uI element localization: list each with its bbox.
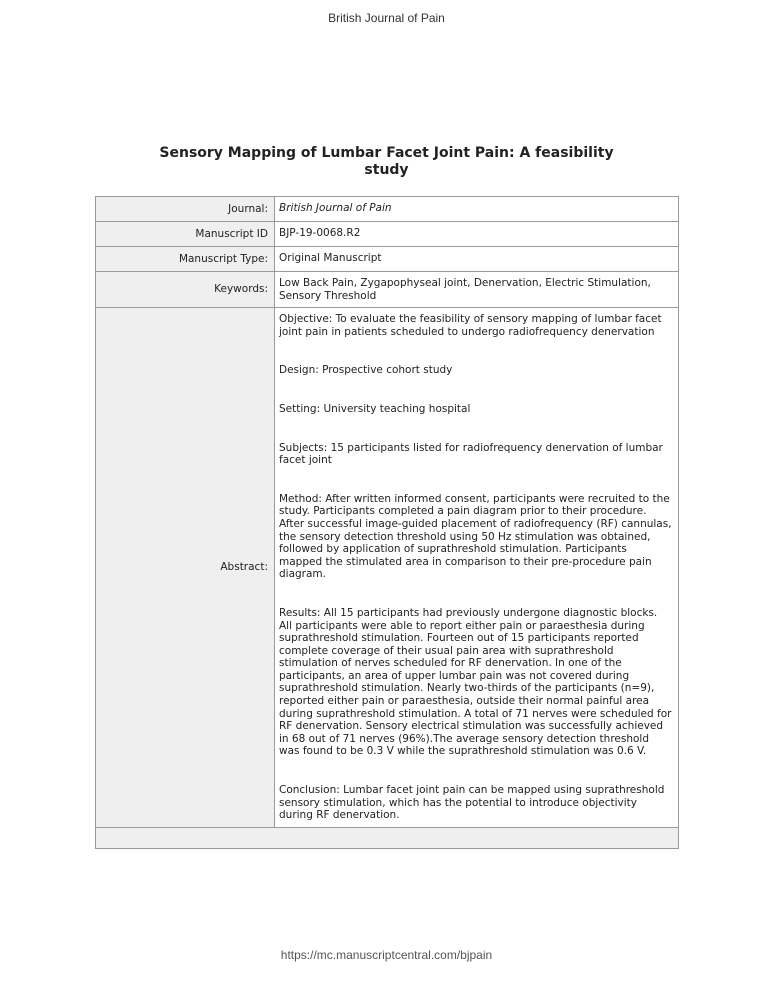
abstract-design: Design: Prospective cohort study <box>279 364 453 377</box>
empty-cell <box>96 827 679 848</box>
abstract-conclusion: Conclusion: Lumbar facet joint pain can be mapped using suprathreshold sensory stimulation, which has the potential to introduce objectivity during RF denervation. <box>279 784 665 822</box>
manuscript-type-value: Original Manuscript <box>275 247 679 272</box>
manuscript-type-row <box>96 247 679 272</box>
footer-url: https://mc.manuscriptcentral.com/bjpain <box>280 948 493 962</box>
keywords-value: Low Back Pain, Zygapophyseal joint, Denervation, Electric Stimulation, Sensory Threshold <box>275 272 679 308</box>
manuscript-title: Sensory Mapping of Lumbar Facet Joint Pain: A feasibility study <box>159 145 614 178</box>
manuscript-type-label: Manuscript Type: <box>96 247 275 272</box>
journal-row <box>96 197 679 222</box>
abstract-row <box>96 308 679 828</box>
journal-label: Journal: <box>96 197 275 222</box>
abstract-setting: Setting: University teaching hospital <box>279 402 471 415</box>
abstract-method: Method: After written informed consent, participants were recruited to the study. Participants completed a pain diagram prior to their procedure. After successful image-guided placement of radiofrequency (RF) cannulas, the sensory detection threshold using 50 Hz stimulation was obtained, followed by application of suprathreshold stimulation. Participants mapped the stimulated area in comparison to their pre-procedure pain diagram. <box>279 492 672 581</box>
manuscript-details-table <box>95 196 679 849</box>
abstract-results: Results: All 15 participants had previously undergone diagnostic blocks. All participants were able to report either pain or paraesthesia during suprathreshold stimulation. Fourteen out of 15 participants reported complete coverage of their usual pain area with suprathreshold stimulation of nerves scheduled for RF denervation. In one of the participants, an area of upper lumbar pain was not covered during suprathreshold stimulation. Nearly two-thirds of the participants (n=9), reported either pain or paraesthesia, outside their normal painful area during suprathreshold stimulation. A total of 71 nerves were scheduled for RF denervation. Sensory electrical stimulation was successfully achieved in 68 out of 71 nerves (96%).The average sensory detection threshold was found to be 0.3 V while the suprathreshold stimulation was 0.6 V. <box>279 606 672 758</box>
manuscript-id-row <box>96 222 679 247</box>
journal-value: British Journal of Pain <box>275 197 679 222</box>
keywords-row <box>96 272 679 308</box>
abstract-label: Abstract: <box>96 308 275 828</box>
empty-footer-row <box>96 827 679 848</box>
manuscript-id-label: Manuscript ID <box>96 222 275 247</box>
abstract-body <box>275 308 679 828</box>
keywords-label: Keywords: <box>96 272 275 308</box>
abstract-objective: Objective: To evaluate the feasibility of sensory mapping of lumbar facet joint pain in patients scheduled to undergo radiofrequency denervation <box>279 313 662 338</box>
running-head-journal: British Journal of Pain <box>328 11 445 25</box>
abstract-subjects: Subjects: 15 participants listed for radiofrequency denervation of lumbar facet joint <box>279 441 663 467</box>
manuscript-id-value: BJP-19-0068.R2 <box>275 222 679 247</box>
